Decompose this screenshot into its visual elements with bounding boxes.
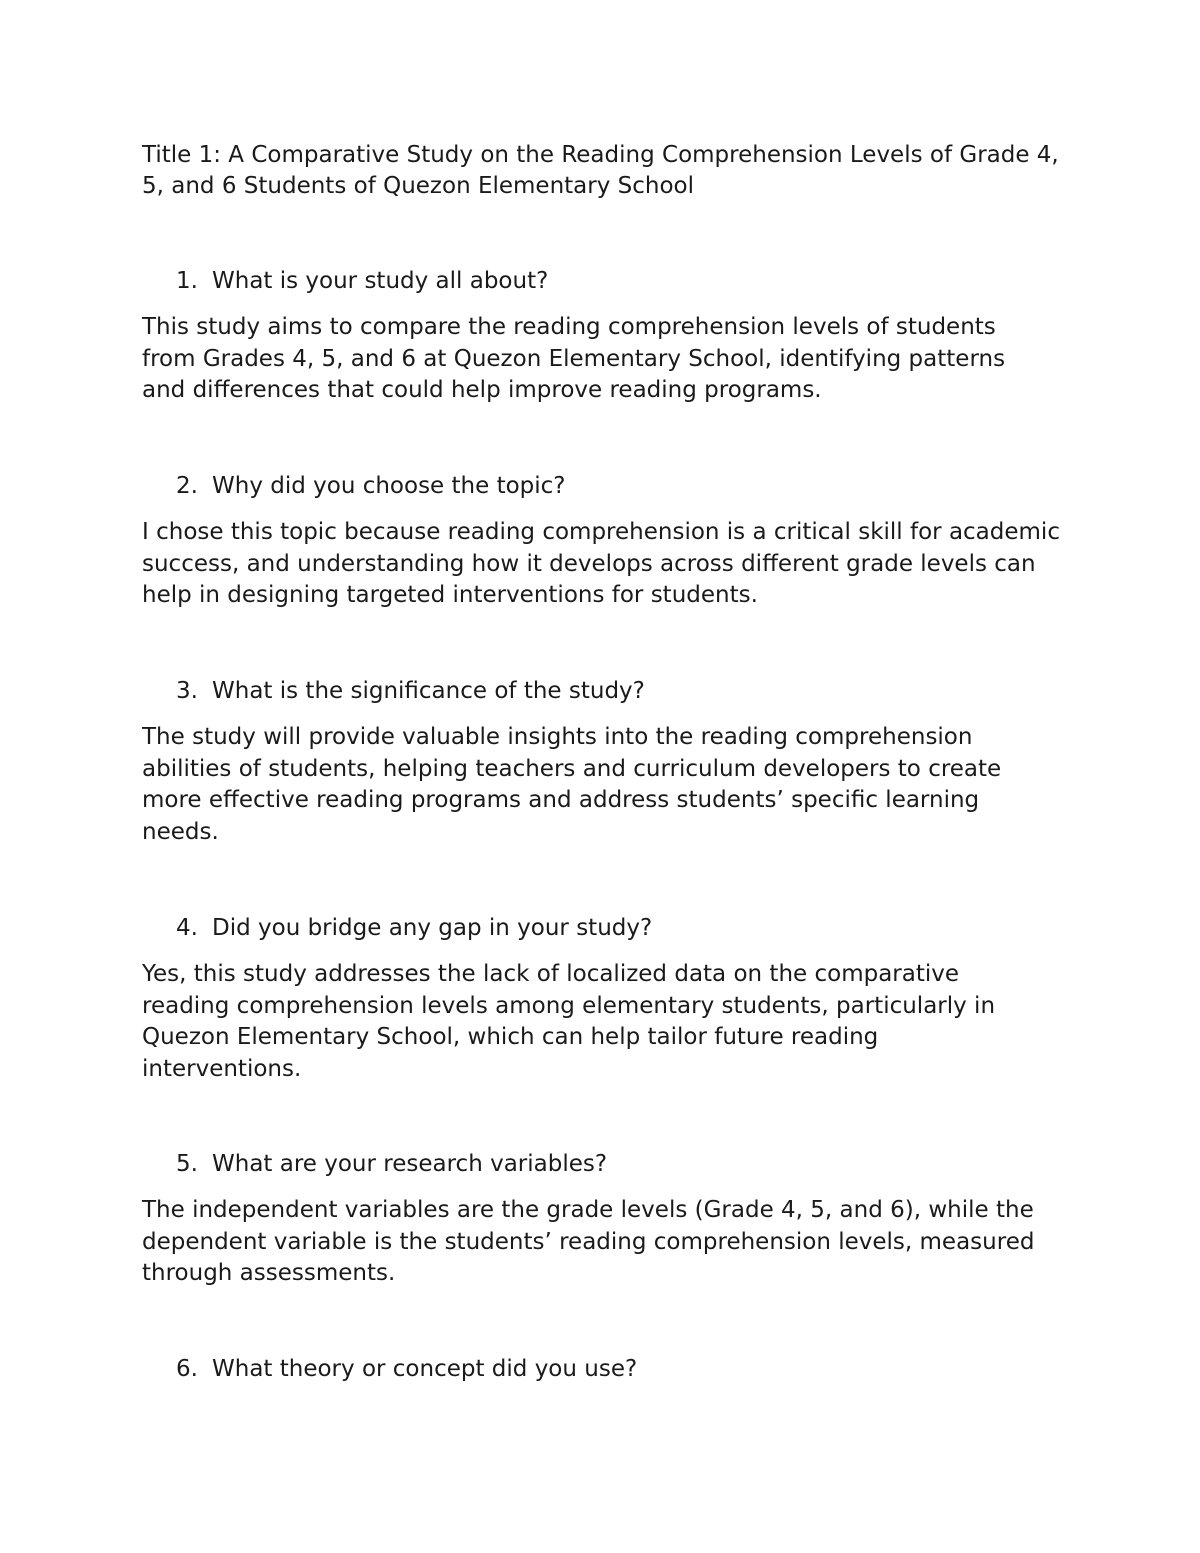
question-text: What are your research variables? <box>212 1151 608 1177</box>
question-text: What theory or concept did you use? <box>212 1356 638 1382</box>
question-number: 2. <box>176 473 198 499</box>
answer-3: The study will provide valuable insights into the reading comprehension abilities of students, helping teachers and curriculum developers to create more effective reading programs and address students’ specific learning needs. <box>142 724 1002 845</box>
question-5 <box>142 1149 1072 1180</box>
question-text: Why did you choose the topic? <box>212 473 566 499</box>
question-text: What is the significance of the study? <box>212 678 645 704</box>
question-4 <box>142 913 1072 944</box>
answer-4: Yes, this study addresses the lack of localized data on the comparative reading comprehension levels among elementary students, particularly in Quezon Elementary School, which can help tailor future reading interventions. <box>142 961 996 1082</box>
qa-item <box>142 676 1072 848</box>
document-title: Title 1: A Comparative Study on the Reading Comprehension Levels of Grade 4, 5, and 6 Students of Quezon Elementary School <box>142 142 1059 199</box>
question-number: 6. <box>176 1356 198 1382</box>
question-number: 3. <box>176 678 198 704</box>
answer-1: This study aims to compare the reading comprehension levels of students from Grades 4, 5, and 6 at Quezon Elementary School, identifying patterns and differences that could help improve reading programs. <box>142 314 1006 403</box>
answer-2: I chose this topic because reading comprehension is a critical skill for academic success, and understanding how it develops across different grade levels can help in designing targeted interventions for students. <box>142 519 1060 608</box>
qa-item <box>142 1149 1072 1290</box>
answer-5: The independent variables are the grade levels (Grade 4, 5, and 6), while the dependent variable is the students’ reading comprehension levels, measured through assessments. <box>142 1197 1035 1286</box>
question-6 <box>142 1354 1072 1385</box>
question-text: What is your study all about? <box>212 268 549 294</box>
qa-item <box>142 266 1072 407</box>
question-2 <box>142 471 1072 502</box>
question-text: Did you bridge any gap in your study? <box>212 915 653 941</box>
qa-item <box>142 913 1072 1085</box>
qa-item <box>142 1354 1072 1385</box>
question-number: 5. <box>176 1151 198 1177</box>
document-page <box>142 140 1072 1382</box>
question-3 <box>142 676 1072 707</box>
qa-item <box>142 471 1072 612</box>
question-number: 1. <box>176 268 198 294</box>
question-number: 4. <box>176 915 198 941</box>
question-1 <box>142 266 1072 297</box>
